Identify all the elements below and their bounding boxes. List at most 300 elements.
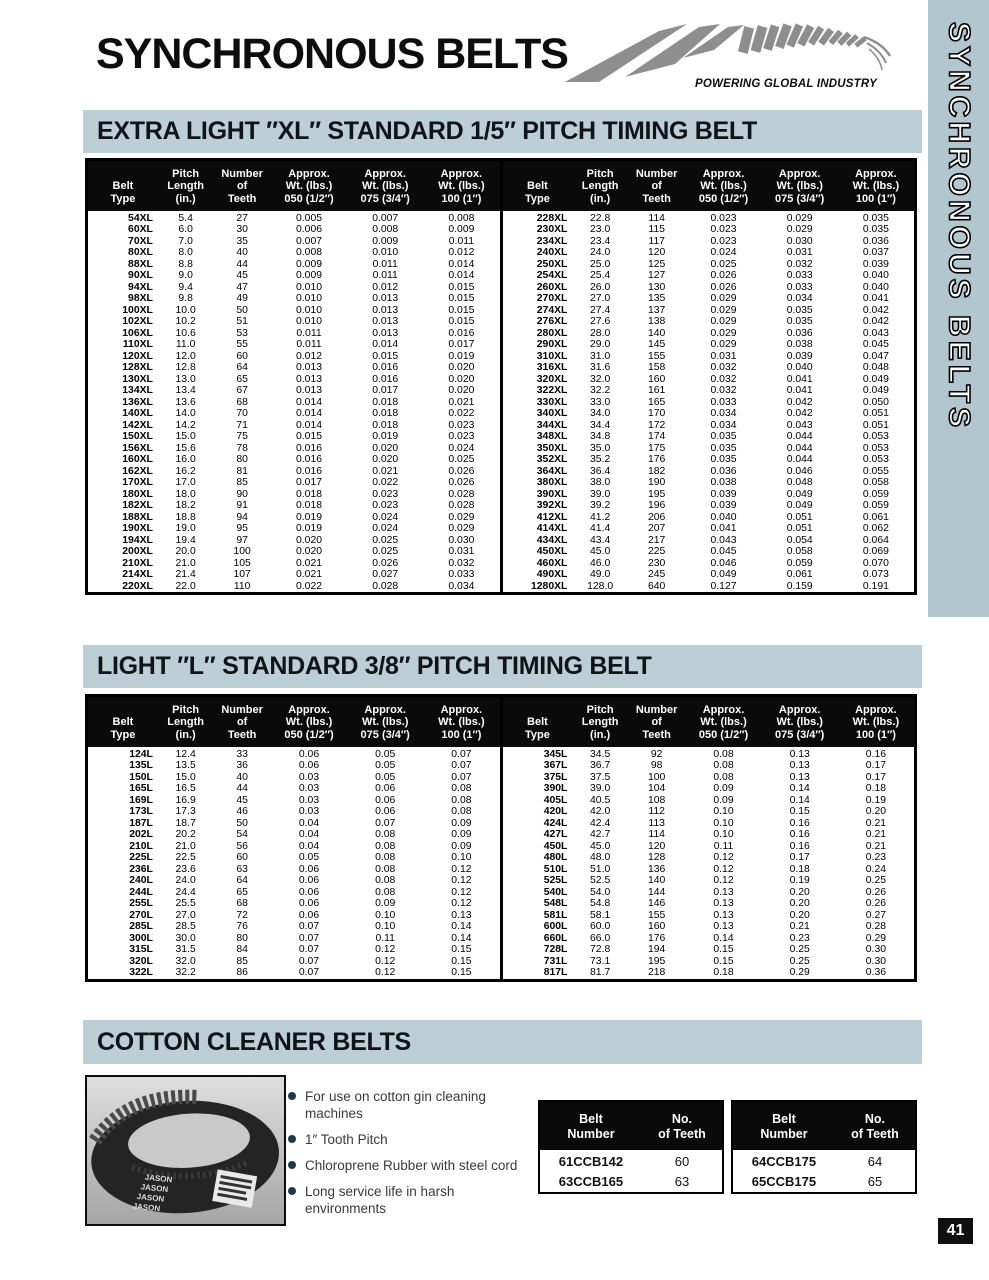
table-cell: 0.021 [372, 465, 399, 477]
table-cell: 25.5 [175, 898, 196, 910]
table-cell: 0.053 [862, 431, 889, 443]
table-cell: 525L [543, 875, 568, 887]
table-cell: 0.046 [710, 557, 737, 569]
table-cell: 0.018 [296, 488, 323, 500]
table-cell: 274XL [536, 304, 568, 316]
table-cell: 22.8 [590, 212, 611, 224]
table-cell: 120XL [122, 350, 153, 362]
table-row [88, 956, 500, 968]
table-cell: 0.20 [789, 898, 810, 910]
table-row [88, 420, 500, 432]
table-header-row [503, 697, 915, 747]
page-number: 41 [938, 1218, 973, 1244]
table-cell: 1280XL [530, 580, 568, 592]
table-cell: 136XL [122, 396, 153, 408]
table-cell: 23.6 [175, 863, 196, 875]
table-row [503, 569, 915, 581]
table-cell: 0.11 [713, 840, 734, 852]
table-cell: 155 [647, 909, 666, 921]
table-cell: 71 [236, 419, 248, 431]
table-cell: 91 [236, 500, 248, 512]
table-cell: 0.023 [372, 488, 399, 500]
table-cell: 0.029 [710, 339, 737, 351]
table-cell: 0.026 [710, 281, 737, 293]
table-cell: 16.9 [175, 794, 196, 806]
table-cell: 0.25 [865, 875, 887, 887]
table-cell: 150XL [122, 431, 153, 443]
table-cell: 660L [543, 932, 568, 944]
table-cell: 240XL [536, 247, 568, 259]
table-row [88, 316, 500, 328]
table-cell: 0.015 [448, 316, 475, 328]
table-cell: 44 [236, 783, 248, 795]
table-cell: 0.007 [372, 212, 399, 224]
table-row [88, 944, 500, 956]
table-cell: 0.033 [786, 270, 813, 282]
table-cell: 581L [543, 909, 568, 921]
belt-spec-table [540, 1102, 722, 1192]
table-cell: 0.039 [786, 350, 813, 362]
column-header: Pitch Length (in.) [572, 697, 627, 747]
table-cell: 0.21 [789, 921, 810, 933]
table-cell: 0.039 [710, 500, 737, 512]
table-cell: 155 [647, 350, 666, 362]
belt-photo-graphic [87, 1077, 284, 1224]
table-row [540, 1172, 722, 1192]
table-row [503, 546, 915, 558]
table-cell: 100 [233, 546, 251, 558]
table-cell: 104 [647, 783, 666, 795]
table-cell: 0.035 [710, 431, 737, 443]
section-title: COTTON CLEANER BELTS [97, 1027, 411, 1056]
table-cell: 63 [236, 863, 248, 875]
table-cell: 194XL [122, 534, 153, 546]
table-cell: 0.04 [298, 829, 320, 841]
table-cell: 54XL [128, 212, 153, 224]
table-cell: 0.15 [789, 806, 810, 818]
table-cell: 0.014 [448, 258, 475, 270]
column-header: Approx. Wt. (lbs.) 075 (3/4″) [347, 697, 423, 747]
table-cell: 0.033 [786, 281, 813, 293]
table-cell: 60XL [128, 224, 153, 236]
belt-spec-table [503, 697, 915, 979]
table-row [88, 747, 500, 761]
table-cell: 84 [236, 944, 248, 956]
table-cell: 40 [236, 247, 248, 259]
table-cell: 0.05 [375, 748, 396, 760]
table-cell: 0.013 [372, 316, 399, 328]
table-cell: 412XL [536, 511, 568, 523]
table-cell: 0.013 [296, 362, 323, 374]
table-cell: 12.4 [175, 748, 196, 760]
table-cell: 28.5 [175, 921, 196, 933]
table-row [88, 328, 500, 340]
table-cell: 0.016 [296, 442, 323, 454]
table-cell: 0.08 [713, 748, 734, 760]
table-cell: 0.26 [865, 886, 887, 898]
table-cell: 0.023 [372, 500, 399, 512]
table-header-row [88, 697, 500, 747]
table-cell: 0.30 [865, 944, 887, 956]
table-cell: 18.2 [175, 500, 196, 512]
table-row [733, 1150, 915, 1172]
table-cell: 0.017 [372, 385, 399, 397]
table-row [503, 898, 915, 910]
table-cell: 0.047 [862, 350, 889, 362]
table-row [88, 795, 500, 807]
table-cell: 0.070 [862, 557, 889, 569]
table-cell: 310XL [536, 350, 568, 362]
table-cell: 194 [647, 944, 666, 956]
table-cell: 0.019 [372, 431, 399, 443]
table-cell: 0.033 [710, 396, 737, 408]
table-row [503, 316, 915, 328]
table-cell: 0.013 [296, 373, 323, 385]
table-cell: 0.035 [862, 224, 889, 236]
table-row [503, 489, 915, 501]
table-cell: 0.10 [713, 829, 734, 841]
table-cell: 0.039 [710, 488, 737, 500]
table-row [503, 783, 915, 795]
table-row [88, 967, 500, 979]
table-cell: 0.040 [786, 362, 813, 374]
table-cell: 405L [543, 794, 568, 806]
section-header-cotton [83, 1020, 922, 1064]
table-cell: 75 [236, 431, 248, 443]
table-cell: 0.07 [298, 955, 320, 967]
table-cell: 316XL [536, 362, 568, 374]
table-cell: 240L [129, 875, 153, 887]
table-cell: 100 [647, 771, 666, 783]
table-cell: 0.24 [865, 863, 887, 875]
table-cell: 80XL [128, 247, 153, 259]
column-header: Belt Number [733, 1102, 835, 1150]
table-cell: 600L [543, 921, 568, 933]
table-cell: 25.0 [590, 258, 611, 270]
column-header: Number of Teeth [213, 161, 271, 211]
table-cell: 0.019 [296, 523, 323, 535]
table-cell: 0.13 [713, 909, 734, 921]
table-cell: 0.029 [710, 327, 737, 339]
table-cell: 0.08 [451, 783, 472, 795]
table-cell: 23.0 [590, 224, 611, 236]
table-cell: 210XL [122, 557, 153, 569]
table-cell: 420L [543, 806, 568, 818]
table-cell: 0.020 [448, 373, 475, 385]
table-cell: 130XL [122, 373, 153, 385]
table-cell: 0.07 [451, 748, 472, 760]
table-cell: 135 [647, 293, 666, 305]
table-cell: 230XL [536, 224, 568, 236]
table-cell: 26.0 [590, 281, 611, 293]
table-cell: 640 [647, 580, 666, 592]
table-cell: 31.0 [590, 350, 611, 362]
table-cell: 145 [647, 339, 666, 351]
belt-spec-table [88, 161, 500, 592]
table-row [88, 806, 500, 818]
table-cell: 0.16 [789, 817, 810, 829]
table-header-row [503, 161, 915, 211]
table-cell: 60 [236, 852, 248, 864]
table-cell: 0.020 [372, 454, 399, 466]
table-row [88, 454, 500, 466]
table-row [503, 328, 915, 340]
table-cell: 0.06 [298, 898, 320, 910]
table-cell: 0.016 [448, 327, 475, 339]
table-cell: 0.10 [451, 852, 472, 864]
table-row [503, 385, 915, 397]
table-row [88, 351, 500, 363]
table-cell: 128XL [122, 362, 153, 374]
table-cell: 146 [647, 898, 666, 910]
table-cell: 548L [543, 898, 568, 910]
column-header: Approx. Wt. (lbs.) 050 (1/2″) [685, 161, 761, 211]
table-cell: 0.011 [296, 339, 322, 351]
column-header: Belt Number [540, 1102, 642, 1150]
table-cell: 0.036 [786, 327, 813, 339]
table-cell: 0.10 [713, 817, 734, 829]
sidebar-label: SYNCHRONOUS BELTS [942, 22, 976, 432]
table-row [503, 944, 915, 956]
table-cell: 49.0 [590, 569, 611, 581]
table-cell: 72 [236, 909, 248, 921]
page-title: SYNCHRONOUS BELTS [96, 30, 568, 78]
table-cell: 0.016 [372, 373, 399, 385]
table-row [88, 829, 500, 841]
table-cell: 0.020 [448, 362, 475, 374]
table-cell: 0.16 [789, 829, 810, 841]
table-row [88, 818, 500, 830]
table-cell: 32.0 [175, 955, 196, 967]
table-cell: 17.0 [175, 477, 196, 489]
table-cell: 0.035 [862, 212, 889, 224]
table-cell: 276XL [536, 316, 568, 328]
table-cell: 0.12 [713, 852, 734, 864]
table-cell: 160 [647, 373, 666, 385]
table-cell: 66.0 [590, 932, 611, 944]
table-cell: 56 [236, 840, 248, 852]
table-cell: 0.041 [786, 373, 813, 385]
column-header: Approx. Wt. (lbs.) 075 (3/4″) [762, 697, 838, 747]
table-cell: 731L [543, 955, 568, 967]
table-cell: 0.19 [789, 875, 810, 887]
table-cell: 0.07 [298, 967, 320, 979]
table-cell: 0.041 [786, 385, 813, 397]
table-cell: 0.010 [372, 247, 399, 259]
table-cell: 0.08 [375, 863, 396, 875]
table-cell: 142XL [122, 419, 153, 431]
column-header: Approx. Wt. (lbs.) 100 (1″) [423, 161, 499, 211]
table-cell: 0.06 [298, 760, 320, 772]
table-cell: 58.1 [590, 909, 611, 921]
table-cell: 0.032 [710, 362, 737, 374]
table-cell: 0.008 [296, 247, 323, 259]
table-cell: 30.0 [175, 932, 196, 944]
table-cell: 0.040 [862, 281, 889, 293]
table-row [88, 339, 500, 351]
column-header: Belt Type [88, 697, 158, 747]
table-cell: 182XL [122, 500, 153, 512]
table-cell: 0.032 [710, 385, 737, 397]
svg-text:JASON: JASON [144, 1172, 173, 1185]
table-cell: 285L [129, 921, 153, 933]
table-cell: 0.040 [862, 270, 889, 282]
xl-belt-table [85, 158, 917, 595]
table-cell: 392XL [536, 500, 568, 512]
table-cell: 0.011 [372, 270, 398, 282]
table-cell: 0.005 [296, 212, 323, 224]
table-cell: 72.8 [590, 944, 611, 956]
table-header-row [88, 161, 500, 211]
table-cell: 0.06 [298, 748, 320, 760]
table-cell: 0.07 [298, 921, 320, 933]
table-cell: 0.23 [789, 932, 810, 944]
table-cell: 13.0 [175, 373, 196, 385]
table-cell: 45.0 [590, 546, 611, 558]
table-cell: 169L [129, 794, 153, 806]
table-row [88, 236, 500, 248]
table-cell: 0.051 [786, 523, 813, 535]
bullet-icon [288, 1092, 296, 1100]
table-cell: 175 [647, 442, 666, 454]
table-cell: 170XL [122, 477, 153, 489]
table-cell: 0.18 [865, 783, 887, 795]
table-cell: 42.7 [590, 829, 611, 841]
table-cell: 0.021 [448, 396, 475, 408]
table-cell: 0.061 [862, 511, 889, 523]
table-cell: 128 [647, 852, 666, 864]
table-row [503, 408, 915, 420]
table-cell: 0.014 [296, 419, 323, 431]
column-header: Belt Type [88, 161, 158, 211]
table-cell: 48.0 [590, 852, 611, 864]
table-row [503, 558, 915, 570]
table-cell: 0.025 [710, 258, 737, 270]
table-cell: 290XL [536, 339, 568, 351]
table-cell: 0.039 [862, 258, 889, 270]
table-cell: 0.05 [298, 852, 320, 864]
table-cell: 17.3 [175, 806, 196, 818]
table-cell: 24.0 [175, 875, 196, 887]
table-cell: 180XL [122, 488, 153, 500]
table-cell: 107 [233, 569, 251, 581]
table-cell: 0.09 [713, 783, 734, 795]
table-cell: 236L [129, 863, 153, 875]
table-row [503, 760, 915, 772]
table-cell: 0.021 [296, 557, 323, 569]
table-cell: 0.020 [296, 534, 323, 546]
table-row [88, 385, 500, 397]
cotton-belt-photo [85, 1075, 286, 1226]
table-cell: 0.035 [786, 304, 813, 316]
table-row [503, 374, 915, 386]
table-cell: 34.4 [590, 419, 611, 431]
brand-tagline: POWERING GLOBAL INDUSTRY [695, 78, 877, 90]
table-cell: 7.0 [178, 235, 193, 247]
bullet-item [288, 1088, 538, 1122]
table-cell: 40 [236, 771, 248, 783]
table-row [733, 1172, 915, 1192]
table-cell: 39.0 [590, 488, 611, 500]
table-cell: 33.0 [590, 396, 611, 408]
table-cell: 0.055 [862, 465, 889, 477]
table-cell: 0.08 [451, 794, 472, 806]
table-row [88, 841, 500, 853]
table-cell: 0.08 [713, 760, 734, 772]
table-cell: 0.09 [375, 898, 396, 910]
table-cell: 120 [647, 247, 666, 259]
table-cell: 39.0 [590, 783, 611, 795]
table-cell: 113 [648, 817, 665, 829]
table-cell: 0.14 [789, 783, 810, 795]
table-cell: 0.023 [710, 235, 737, 247]
table-cell: 0.051 [862, 419, 889, 431]
table-cell: 0.026 [448, 465, 475, 477]
table-row [88, 293, 500, 305]
table-cell: 41.4 [590, 523, 611, 535]
table-cell: 100XL [122, 304, 153, 316]
table-cell: 0.059 [862, 488, 889, 500]
table-cell: 0.13 [713, 886, 734, 898]
table-cell: 0.034 [786, 293, 813, 305]
table-cell: 110XL [122, 339, 153, 351]
table-cell: 45.0 [590, 840, 611, 852]
table-cell: 125 [647, 258, 666, 270]
table-cell: 22.0 [175, 580, 196, 592]
table-cell: 31.5 [175, 944, 196, 956]
table-cell: 114 [648, 829, 665, 841]
table-cell: 8.8 [178, 258, 193, 270]
table-cell: 124L [129, 748, 153, 760]
table-cell: 19.4 [175, 534, 196, 546]
table-row [503, 841, 915, 853]
table-cell: 32.2 [175, 967, 196, 979]
table-row [503, 454, 915, 466]
table-cell: 817L [543, 967, 568, 979]
bullet-item [288, 1157, 538, 1174]
table-cell: 0.06 [375, 783, 396, 795]
xl-table-left [88, 161, 500, 592]
table-row [88, 864, 500, 876]
table-cell: 31.6 [590, 362, 611, 374]
table-cell: 0.023 [448, 419, 475, 431]
belt-spec-table [88, 697, 500, 979]
table-cell: 0.029 [786, 224, 813, 236]
table-cell: 190XL [122, 523, 153, 535]
table-cell: 322XL [536, 385, 568, 397]
table-cell: 0.05 [375, 771, 396, 783]
table-cell: 24.0 [590, 247, 611, 259]
table-cell: 0.17 [789, 852, 810, 864]
table-cell: 0.024 [372, 523, 399, 535]
bullet-icon [288, 1161, 296, 1169]
column-header: Approx. Wt. (lbs.) 050 (1/2″) [271, 161, 347, 211]
table-cell: 0.013 [296, 385, 323, 397]
table-cell: 217 [647, 534, 666, 546]
table-cell: 0.13 [713, 921, 734, 933]
table-cell: 0.29 [789, 967, 810, 979]
table-cell: 0.027 [372, 569, 399, 581]
table-cell: 0.058 [786, 546, 813, 558]
table-cell: 0.041 [710, 523, 737, 535]
table-cell: 46.0 [590, 557, 611, 569]
table-row [503, 305, 915, 317]
table-cell: 176 [647, 454, 666, 466]
table-row [503, 477, 915, 489]
table-cell: 414XL [536, 523, 568, 535]
table-cell: 0.043 [710, 534, 737, 546]
table-cell: 270L [129, 909, 153, 921]
